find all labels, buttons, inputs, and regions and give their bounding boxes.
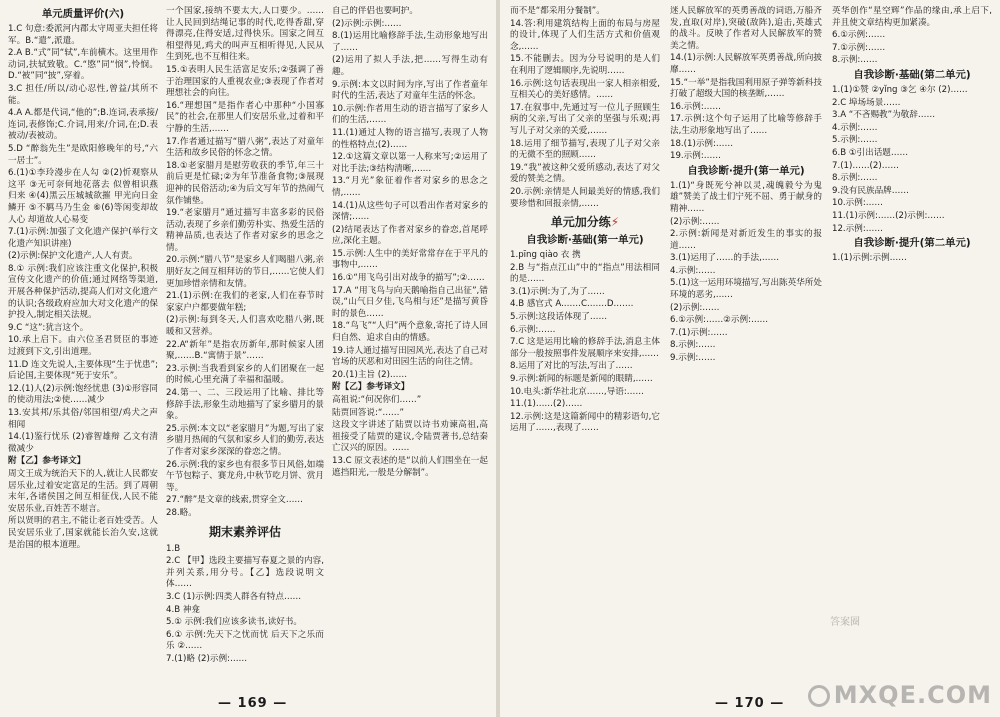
answer-line: 20.(1)主旨 (2)…… bbox=[332, 369, 408, 380]
answer-line: 15.“一举”是指我国利用原子弹等新科技打破了超级大国的核垄断,…… bbox=[670, 77, 822, 100]
answer-line: 7.(1)示例:加强了文化遗产保护(举行文化遗产知识讲座) bbox=[8, 227, 158, 249]
answer-line: 英华创作“星空辉”作品的缘由,承上启下,并且使文章结构更加紧凑。 bbox=[832, 6, 992, 28]
watermark bbox=[808, 681, 992, 709]
section-heading: 单元质量评价(六) bbox=[41, 8, 125, 20]
answer-line: 一个国家,接纳不要太大,人口要少。……让人民回到结绳记事的时代,吃得香甜,穿得漂亮,住得安适,过得快乐。国家之间互相望得见,鸡犬的叫声互相听得见,人民从生到死,也不互相往来。 bbox=[166, 6, 324, 63]
answer-line: 6.示例:…… bbox=[510, 324, 556, 335]
answer-line: 24.第一、二、三段运用了比喻、排比等修辞手法,形象生动地描写了家乡腊月的景象。 bbox=[166, 388, 324, 422]
right-col-3 bbox=[832, 6, 992, 678]
answer-line: 1.C 句意:委派河内郡太守周亚夫担任将军。B.“遣”,派遣。 bbox=[8, 24, 158, 46]
answer-line: 3.C 担任/所以/动心忍性,曾益/其所不能。 bbox=[8, 83, 158, 106]
answer-line: 5.示例:这段话体现了…… bbox=[510, 312, 608, 323]
answer-line: 19.示例:…… bbox=[670, 151, 721, 162]
answer-line: 2.A B.“式”同“轼”,车前横木。这里用作动词,扶轼致敬。C.“愍”同“悯”,怜悯。D.“被”同“披”,穿着。 bbox=[8, 48, 158, 82]
answer-line: 9.示例:本文以时间为序,写出了作者童年时代的生活,表达了对童年生活的怀念。 bbox=[332, 79, 488, 102]
answer-line: 9.C “这”:犹言这个。 bbox=[8, 322, 89, 333]
answer-line: 14.(1)从这些句子可以看出作者对家乡的深情;…… bbox=[332, 200, 488, 223]
answer-line: 15.示例:人生中的美好常常存在于平凡的事物中,…… bbox=[332, 248, 488, 271]
answer-line: 21.(1)示例:在我们的老家,人们在春节时家家户户都要做年糕; bbox=[166, 291, 324, 313]
answer-line: 1.(1)示例:示例…… bbox=[832, 253, 907, 264]
answer-line: 15.①表明人民生活富足安乐;②强调了善于治理国家的人重视农业;③表现了作者对理想社会的向往。 bbox=[166, 64, 324, 99]
sub-heading: 自我诊断·基础(第一单元) bbox=[526, 234, 644, 247]
answer-line: 8.示例:…… bbox=[832, 55, 878, 66]
answer-line: 23.示例:当我看到家乡的人们团聚在一起的时候,心里充满了幸福和温暖。 bbox=[166, 363, 324, 386]
answer-line: 18.(1)示例:…… bbox=[670, 138, 734, 149]
page-number: — 169 — bbox=[218, 696, 288, 711]
answer-line: 4.示例:…… bbox=[832, 122, 878, 133]
answer-line: (2)示例:每到冬天,人们喜欢吃腊八粥,既暖和又营养。 bbox=[166, 315, 324, 338]
answer-line: 10.示例:作者用生动的语言描写了家乡人们的生活,…… bbox=[332, 103, 488, 126]
watermark-text: MXQE.COM bbox=[833, 681, 992, 709]
answer-line: 周文王成为统治天下的人,就让人民都安居乐业,过着安定富足的生活。到了周朝末年,各诸侯国之间互相征伐,人民不能安居乐业,百姓苦不堪言。 bbox=[8, 468, 158, 514]
answer-line: 7.①示例:…… bbox=[832, 42, 886, 53]
answer-line: 11.D 连文先说人,主要体现“生于忧患”;后论国,主要体现“死于安乐”。 bbox=[8, 359, 158, 382]
answer-line: 1.(1)①赞 ②yǐng ③乞 ④尔 (2)…… bbox=[832, 84, 968, 95]
answer-line: 11.(1)示例:……(2)示例:…… bbox=[832, 210, 945, 221]
section-heading: 自我诊断·提升(第二单元) bbox=[853, 237, 971, 250]
answer-line: 18.①老家腊月是慰劳收获的季节,年三十前后更是忙碌;②为年节准备食物;③展现迎神的民俗活动;④为后文写年节的热闹气氛作铺垫。 bbox=[166, 160, 324, 206]
answer-line: 11.(1)……(2)…… bbox=[510, 399, 583, 410]
section-title: 单元加分练 bbox=[550, 215, 611, 230]
answer-line: 8.示例:…… bbox=[670, 340, 716, 351]
answer-line: 14.(1)示例:人民解放军英勇善战,所向披靡…… bbox=[670, 53, 822, 75]
answer-line: (2)示例:…… bbox=[670, 216, 720, 227]
answer-line: 2.示例:新闻是对新近发生的事实的报道…… bbox=[670, 229, 822, 251]
answer-line: 5.(1)这一运用环境描写,写出陈英华所处环境的恶劣,…… bbox=[670, 278, 822, 301]
stamp-overlay: 答案圈 bbox=[830, 617, 860, 628]
answer-line: 17.作者通过描写“腊八粥”,表达了对童年生活和故乡民俗的怀念之情。 bbox=[166, 136, 324, 159]
translation-heading: 附【乙】参考译文】 bbox=[332, 382, 410, 393]
answer-line: 4.B 感官式 A.……C.……D.…… bbox=[510, 299, 634, 310]
answer-line: 陆贾回答说:“……” bbox=[332, 407, 404, 418]
answer-line: 15.不能删去。因为分号说明的是人们在利用了逻辑顺序,先说明…… bbox=[510, 54, 660, 76]
answer-line: 25.示例:本文以“老家腊月”为题,写出了家乡腊月热闹的气氛和家乡人们的勤劳,表达了作者对家乡深深的眷恋之情。 bbox=[166, 423, 324, 457]
answer-line: 13.C 原文表述的是“以前人们围坐在一起遮挡阳光,一般是分解制”。 bbox=[332, 455, 488, 478]
answer-line: 8.(1)运用比喻修辞手法,生动形象地写出了…… bbox=[332, 31, 488, 53]
answer-line: 16.①“用飞鸟引出对战争的描写”;②…… bbox=[332, 273, 485, 284]
answer-line: 9.没有民族品牌…… bbox=[832, 185, 909, 196]
answer-line: 16.“理想国”是指作者心中那种“小国寡民”的社会,在那里人们安居乐业,过着和平宁静的生活,…… bbox=[166, 100, 324, 134]
answer-line: 迷人民解放军的英勇善战的词语,万船齐发,直取(对岸),突破(敌阵),追击,英雄式的战斗。反映了作者对人民解放军的赞美之情。 bbox=[670, 6, 822, 51]
left-col-3 bbox=[332, 6, 488, 678]
answer-line: 19.诗人通过描写田园风光,表达了自己对官场的厌恶和对田园生活的向往之情。 bbox=[332, 345, 488, 368]
answer-line: (2)示例:…… bbox=[670, 302, 720, 313]
translation-heading: 附【乙】参考译文】 bbox=[8, 456, 86, 467]
answer-line: 7.(1)略 (2)示例:…… bbox=[166, 653, 248, 664]
answer-line: 5.D “醉翁先生”是欧阳修晚年的号,“六一居士”。 bbox=[8, 143, 158, 166]
answer-line: 9.示例:新闻的标题是新闻的眼睛,…… bbox=[510, 374, 653, 385]
answer-line: 2.C 埠场场景…… bbox=[832, 97, 901, 108]
answer-line: 5.示例:…… bbox=[832, 135, 878, 146]
answer-line: 12.示例:这是这篇新闻中的精彩语句,它运用了……,表现了…… bbox=[510, 411, 660, 434]
answer-line: 19.“老家腊月”通过描写丰富多彩的民俗活动,表现了乡亲们勤劳朴实、热爱生活的精神品质,也表达了作者对家乡的思念之情。 bbox=[166, 208, 324, 253]
answer-line: 11.(1)通过人物的语言描写,表现了人物的性格特点;(2)…… bbox=[332, 127, 488, 150]
answer-line: (2)运用了拟人手法,把……写得生动有趣。 bbox=[332, 55, 488, 77]
answer-line: 19.“我”被这种父爱所感动,表达了对父爱的赞美之情。 bbox=[510, 162, 660, 185]
answer-line: 而不是“都采用分餐制”。 bbox=[510, 6, 605, 16]
answer-line: 6.①示例:……②示例:…… bbox=[670, 315, 769, 326]
answer-line: 6.① 示例:先天下之忧而忧 后天下之乐而乐 ②…… bbox=[166, 629, 324, 652]
answer-line: 6.B ①引出话题…… bbox=[832, 147, 909, 158]
answer-line: 12.示例:…… bbox=[832, 223, 883, 234]
answer-line: 20.示例:亲情是人间最美好的情感,我们要珍惜和回报亲情,…… bbox=[510, 186, 660, 209]
answer-line: 8.示例:…… bbox=[832, 173, 878, 184]
answer-line: 27.“醉”是文章的线索,贯穿全文…… bbox=[166, 495, 304, 506]
answer-line: 所以贤明的君主,不能让老百姓受苦。人民安居乐业了,国家就能长治久安,这就是治国的根本道理。 bbox=[8, 516, 158, 550]
answer-line: 2.C 【甲】选段主要描写春夏之景的内容,并列关系,用分号。【乙】选段说明文体…… bbox=[166, 556, 324, 590]
answer-line: 1.(1)“身既死兮神以灵,魂魄毅兮为鬼雄”赞美了战士们宁死不屈、勇于献身的精神…… bbox=[670, 180, 822, 214]
left-col-1 bbox=[8, 6, 158, 678]
right-col-2 bbox=[670, 6, 822, 678]
answer-line: 9.示例:…… bbox=[670, 353, 716, 364]
answer-line: 12.(1)人(2)示例:饱经忧患 (3)①形容同的使动用法;②使……减少 bbox=[8, 383, 158, 406]
right-page bbox=[500, 0, 1000, 717]
answer-line: 18.“鸟飞”“人归”两个意象,寄托了诗人回归自然、追求自由的情感。 bbox=[332, 321, 488, 344]
left-page bbox=[0, 0, 496, 717]
answer-line: (2)示例:保护文化遗产,人人有责。 bbox=[8, 251, 138, 262]
answer-line: 26.示例:我的家乡也有很多节日风俗,如端午节包粽子、赛龙舟,中秋节吃月饼、赏月等。 bbox=[166, 459, 324, 493]
lightning-icon: ⚡ bbox=[610, 215, 620, 230]
answer-line: 10.示例:…… bbox=[832, 198, 883, 209]
answer-list bbox=[8, 24, 158, 551]
left-col-2 bbox=[166, 6, 324, 678]
answer-line: 4.B 神龛 bbox=[166, 604, 201, 615]
answer-line: 14.答:利用建筑结构上面的布局与房屋的设计,体现了人们生活方式和价值观念,…… bbox=[510, 18, 660, 52]
section-heading: 自我诊断·提升(第一单元) bbox=[687, 164, 805, 177]
answer-line: 8.运用了对比的写法,写出了…… bbox=[510, 361, 633, 372]
answer-line: (2)示例:示例:…… bbox=[332, 18, 402, 29]
answer-line: 4.示例:…… bbox=[670, 265, 716, 276]
answer-line: 2.B 与“指点江山”中的“指点”用法相同的是…… bbox=[510, 262, 660, 285]
answer-line: 13.“月光”象征着作者对家乡的思念之情,…… bbox=[332, 176, 488, 198]
answer-line: (2)结尾表达了作者对家乡的眷恋,首尾呼应,深化主题。 bbox=[332, 224, 488, 247]
answer-line: 3.(1)示例:为了,为了…… bbox=[510, 286, 605, 297]
answer-line: 3.A “不吝赐教”为敬辞…… bbox=[832, 110, 936, 121]
answer-line: 17.在叙事中,先通过写一位儿子照顾生病的父亲,写出了父亲的坚强与乐观;再写儿子对父亲的关爱,…… bbox=[510, 102, 660, 136]
answer-line: 4.A A.都是代词,“他的”;B.连词,表承接/连词,表修饰;C.介词,用来/介词,在;D.表被动/表被动。 bbox=[8, 108, 158, 142]
answer-line: 1.pīng qiào 衣 携 bbox=[510, 250, 581, 261]
answer-line: 12.①这篇文章以第一人称来写;②运用了对比手法;③结构清晰,…… bbox=[332, 152, 488, 174]
answer-line: 8.① 示例:我们应该注重文化保护,积极宣传文化遗产的价值;通过网络等渠道,开展各种保护活动,提高人们对文化遗产的认识;各级政府应加大对文化遗产的保护投入,制定相关法规。 bbox=[8, 263, 158, 321]
answer-line: 7.C 这是运用比喻的修辞手法,消息主体部分一般按照事件发展顺序来安排,…… bbox=[510, 337, 660, 359]
answer-line: 16.示例:…… bbox=[670, 101, 721, 112]
answer-line: 自己的伴侣也要呵护。 bbox=[332, 6, 418, 16]
answer-line: 17.示例:这个句子运用了比喻等修辞手法,生动形象地写出了…… bbox=[670, 114, 822, 136]
section-heading: 自我诊断·基础(第二单元) bbox=[853, 68, 971, 81]
answer-line: 17.A “用飞鸟与向天鹅喻指自己出征”,错误,“山气日夕佳,飞鸟相与还”是描写黄昏时的景色…… bbox=[332, 285, 488, 319]
answer-line: 18.运用了细节描写,表现了儿子对父亲的无微不至的照顾…… bbox=[510, 138, 660, 161]
answer-line: 7.(1)示例:…… bbox=[670, 327, 728, 338]
answer-line: 3.(1)运用了……的手法,…… bbox=[670, 253, 780, 264]
answer-line: 14.(1)鉴行忧乐 (2)睿智雄辩 乙文有清微减少 bbox=[8, 432, 158, 454]
answer-line: 22.A“新年”是指农历新年,那时候家人团聚,……B.“寓情于景”…… bbox=[166, 339, 324, 362]
answer-line: 1.B bbox=[166, 543, 181, 554]
answer-line: 3.C (1)示例:四类人群各有特点…… bbox=[166, 591, 302, 602]
watermark-logo-icon bbox=[808, 685, 830, 707]
section-heading bbox=[510, 214, 660, 230]
answer-line: 10.承上启下。由六位圣君贤臣的事迹过渡到下文,引出道理。 bbox=[8, 335, 158, 358]
answer-line: 5.① 示例:我们应该多读书,读好书。 bbox=[166, 617, 302, 628]
right-col-1 bbox=[510, 6, 660, 678]
section-heading: 期末素养评估 bbox=[208, 524, 281, 539]
answer-line: 高祖说:“何况你们……” bbox=[332, 395, 422, 405]
page-number: — 170 — bbox=[715, 696, 785, 711]
answer-line: 6.(1)①李玲漫步在人勾 ②(2)忻观察从这平 ③无可奈何地花落去 似曾相识燕归来 ④(4)黑云压城城欲摧 甲光向日金鳞开 ⑤不羁马乃生金 ⑥(6)等闲变却故人心 却道故人心易变 bbox=[8, 168, 158, 225]
answer-line: 20.示例:“腊八节”是家乡人们喝腊八粥,亲朋好友之间互相拜访的节日,……它使人们更加珍惜亲情和友情。 bbox=[166, 255, 324, 289]
answer-line: 7.(1)……(2)…… bbox=[832, 160, 899, 171]
answer-line: 16.示例:这句话表现出一家人相亲相爱,互相关心的美好感情。…… bbox=[510, 78, 660, 101]
answer-line: 13.安其邦/乐其俗/邻国相望/鸡犬之声相闻 bbox=[8, 408, 158, 430]
answer-line: 10.电头:新华社北京……,导语:…… bbox=[510, 386, 644, 397]
answer-line: 这段文字讲述了陆贾以诗书劝谏高祖,高祖接受了陆贾的建议,令陆贾著书,总结秦亡汉兴的原因。…… bbox=[332, 420, 488, 454]
answer-line: 6.①示例:…… bbox=[832, 30, 886, 41]
answer-line: 28.略。 bbox=[166, 507, 197, 518]
